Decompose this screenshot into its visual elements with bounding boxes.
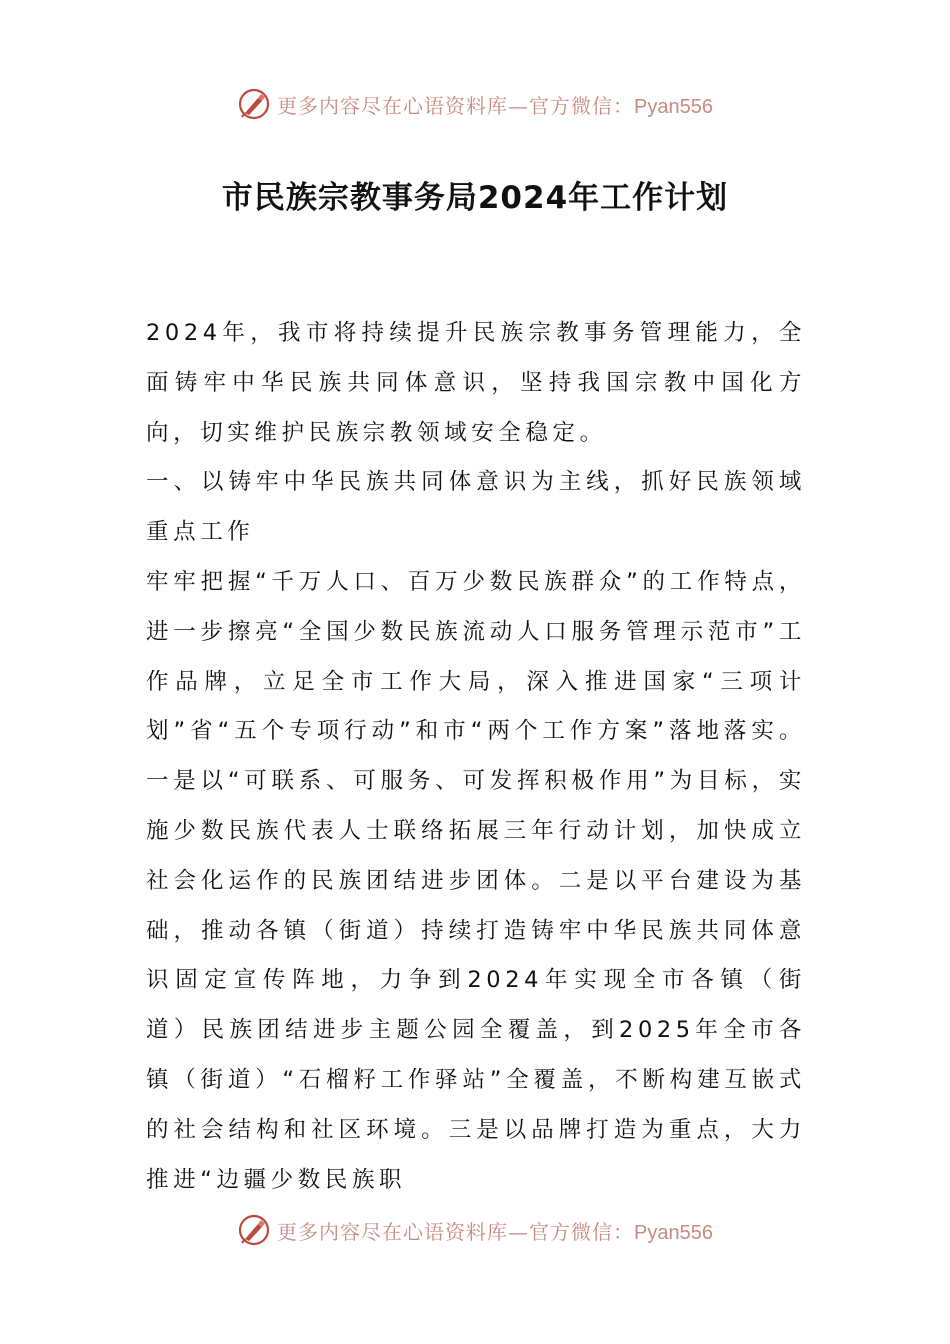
watermark-banner-top: [0, 80, 950, 128]
pen-nib-circle-icon: [237, 1213, 271, 1247]
section-heading-1: 一、以铸牢中华民族共同体意识为主线，抓好民族领域重点工作: [146, 469, 806, 546]
pen-nib-circle-icon: [237, 87, 271, 121]
document-body: [146, 309, 806, 1205]
watermark-label: 更多内容尽在心语资料库—官方微信：: [277, 93, 635, 118]
wechat-id: Pyan556: [634, 1221, 713, 1244]
watermark-label: 更多内容尽在心语资料库—官方微信：: [277, 1219, 635, 1244]
watermark-text: [277, 90, 713, 119]
watermark-banner-bottom: [0, 1206, 950, 1254]
watermark-text: [277, 1216, 713, 1245]
page-title: 市民族宗教事务局2024年工作计划: [221, 180, 729, 216]
paragraph-section-1: 牢牢把握“千万人口、百万少数民族群众”的工作特点，进一步擦亮“全国少数民族流动人口服务管理示范市”工作品牌，立足全市工作大局，深入推进国家“三项计划”省“五个专项行动”和市“两个工作方案”落地落实。一是以“可联系、可服务、可发挥积极作用”为目标，实施少数民族代表人士联络拓展三年行动计划，加快成立社会化运作的民族团结进步团体。二是以平台建设为基础，推动各镇（街道）持续打造铸牢中华民族共同体意识固定宣传阵地，力争到2024年实现全市各镇（街道）民族团结进步主题公园全覆盖，到2025年全市各镇（街道）“石榴籽工作驿站”全覆盖，不断构建互嵌式的社会结构和社区环境。三是以品牌打造为重点，大力推进“边疆少数民族职: [146, 568, 806, 1193]
wechat-id: Pyan556: [634, 95, 713, 118]
paragraph-intro: 2024年，我市将持续提升民族宗教事务管理能力，全面铸牢中华民族共同体意识，坚持我国宗教中国化方向，切实维护民族宗教领域安全稳定。: [146, 320, 806, 446]
